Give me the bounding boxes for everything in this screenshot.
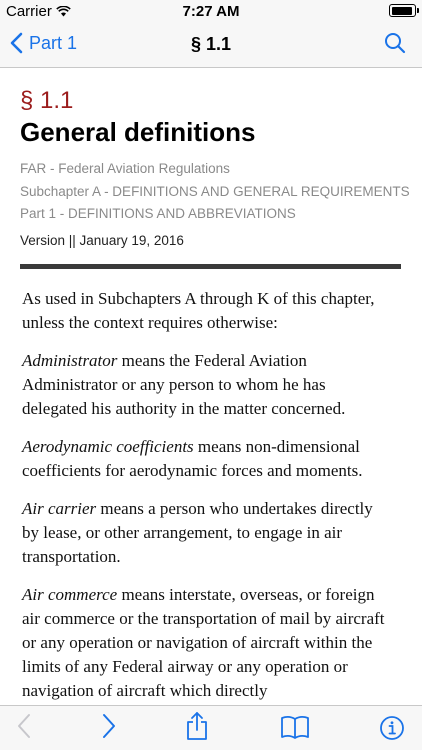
definition-text: means interstate, overseas, or foreign air commerce or the transportation of mail by aircraft or any operation or navigation of aircraft within the limits of any Federal airway or any operation or navigation of aircraft which directly [22,585,385,700]
definition-text: means a person who undertakes directly by lease, or other arrangement, to engage in air transportation. [22,499,373,566]
status-bar [0,0,422,24]
info-icon [379,715,405,741]
definition-paragraph [22,497,394,569]
definition-paragraph [22,583,394,703]
navigation-bar [0,24,422,68]
definition-text: means non-dimensional coefficients for aerodynamic forces and moments. [22,437,363,480]
battery-icon [389,4,416,17]
subchapter-label: Subchapter A - DEFINITIONS AND GENERAL REQUIREMENTS [20,184,410,199]
carrier-label: Carrier [6,3,52,20]
previous-button[interactable] [17,713,31,744]
nav-title: § 1.1 [190,34,232,54]
status-right [389,4,416,17]
definition-text: means the Federal Aviation Administrator or any person to whom he has delegated his authority in the matter concerned. [22,351,346,418]
body-text [22,287,394,705]
definition-term: Aerodynamic coefficients [22,437,194,456]
next-button[interactable] [102,713,116,744]
definition-term: Administrator [22,351,118,370]
share-button[interactable] [185,711,209,746]
definition-paragraph [22,435,394,483]
chevron-right-icon [102,713,116,739]
bottom-toolbar [0,705,422,750]
share-icon [185,711,209,741]
status-time: 7:27 AM [182,3,240,20]
divider [20,264,401,269]
part-label: Part 1 - DEFINITIONS AND ABBREVIATIONS [20,206,296,221]
bookmarks-button[interactable] [280,715,310,744]
definition-paragraph [22,349,394,421]
book-icon [280,715,310,739]
search-icon [384,32,406,54]
intro-paragraph: As used in Subchapters A through K of this chapter, unless the context requires otherwise: [22,289,375,332]
battery-fill [392,7,412,15]
definition-term: Air carrier [22,499,97,518]
definition-term: Air commerce [22,585,118,604]
info-button[interactable] [379,715,405,746]
document-content[interactable] [0,69,422,705]
section-title: General definitions [20,117,256,147]
back-button-label: Part 1 [29,32,78,53]
source-label: FAR - Federal Aviation Regulations [20,161,230,176]
search-button[interactable] [384,32,406,59]
version-label: Version || January 19, 2016 [20,233,184,248]
chevron-left-icon [17,713,31,739]
section-number: § 1.1 [20,87,74,114]
